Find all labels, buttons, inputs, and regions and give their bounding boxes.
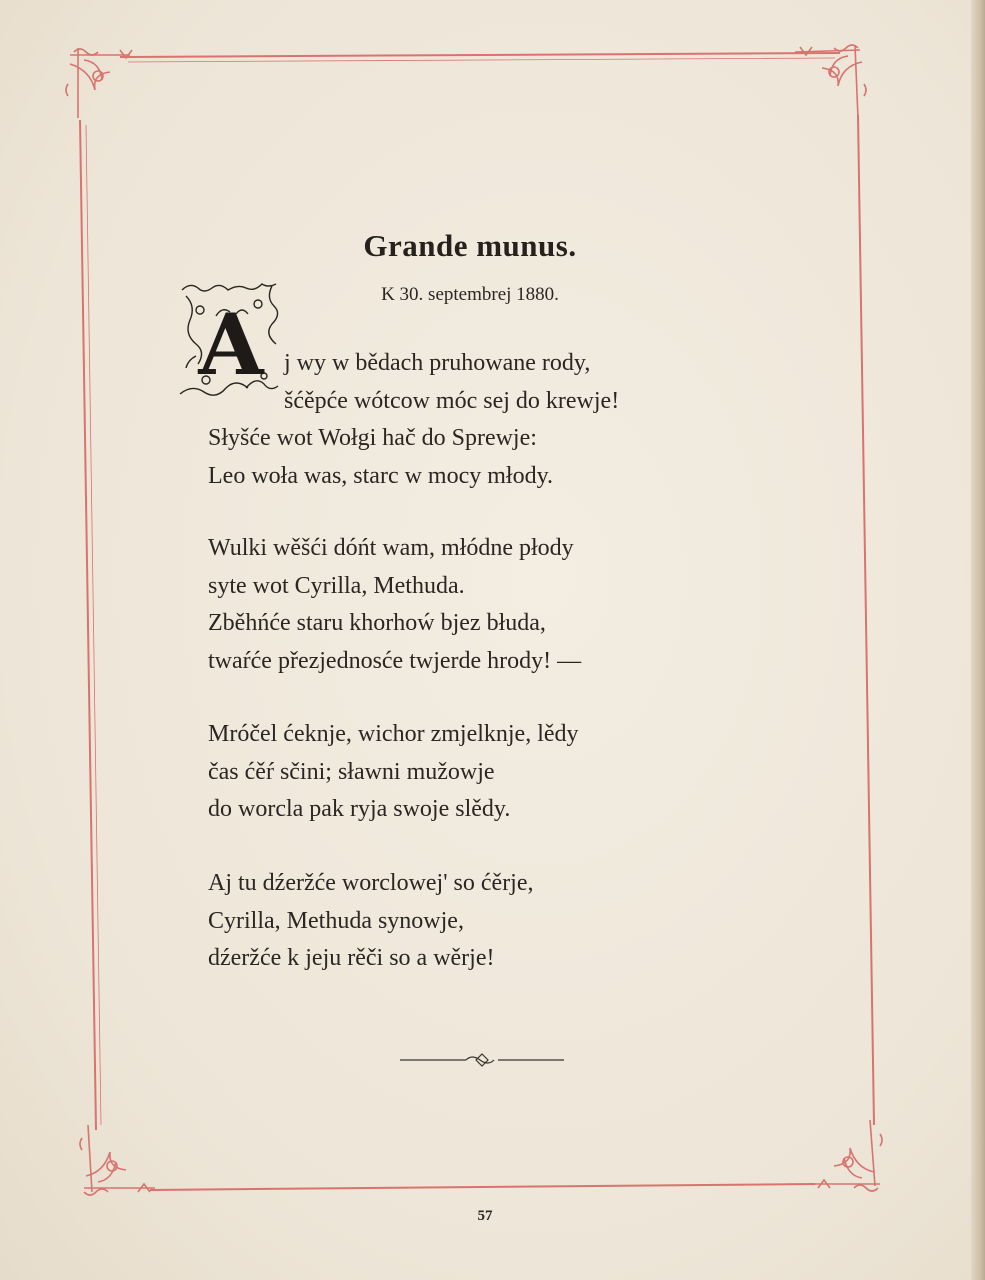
poem-line: syte wot Cyrilla, Methuda. xyxy=(208,572,465,599)
poem-line: do worcla pak ryja swoje slědy. xyxy=(208,796,511,822)
drop-cap: A xyxy=(198,295,264,394)
poem-line: Mróčel ćeknje, wichor zmjelknje, lědy xyxy=(208,721,579,747)
poem-line: Wulki wěšći dóńt wam, młódne płody xyxy=(208,535,574,561)
flourish-corner-icon xyxy=(66,48,132,118)
ornamental-divider-icon xyxy=(400,1050,564,1070)
poem-line: j wy w bědach pruhowane rody, xyxy=(284,350,591,376)
poem-line: Cyrilla, Methuda synowje, xyxy=(208,907,464,934)
flourish-corner-icon xyxy=(795,45,866,118)
poem-line: dźeržće k jeju rěči so a wěrje! xyxy=(208,945,495,971)
stanza-4 xyxy=(208,865,534,978)
flourish-corner-icon xyxy=(80,1125,155,1195)
stanza-1 xyxy=(208,345,619,495)
poem-line: Słyšće wot Wołgi hač do Sprewje: xyxy=(208,425,537,451)
poem-line: čas ćěŕ sčini; sławni mužowje xyxy=(208,758,495,785)
poem-line: twaŕće přezjednosće twjerde hrody! — xyxy=(208,647,582,674)
poem-line: šćěpće wótcow móc sej do krewje! xyxy=(284,387,620,414)
stanza-3 xyxy=(208,716,579,829)
poem-title: Grande munus. xyxy=(363,228,577,263)
stanza-2 xyxy=(208,530,581,680)
poem-line: Leo woła was, starc w mocy młody. xyxy=(208,462,554,489)
flourish-corner-icon xyxy=(810,1120,882,1191)
page-number: 57 xyxy=(477,1208,493,1224)
poem-dedication-date: K 30. septembrej 1880. xyxy=(381,284,559,305)
poem-line: Zběhńće staru khorhoẃ bjez błuda, xyxy=(208,610,546,636)
poem-line: Aj tu dźeržće worclowej' so ćěrje, xyxy=(208,870,534,896)
